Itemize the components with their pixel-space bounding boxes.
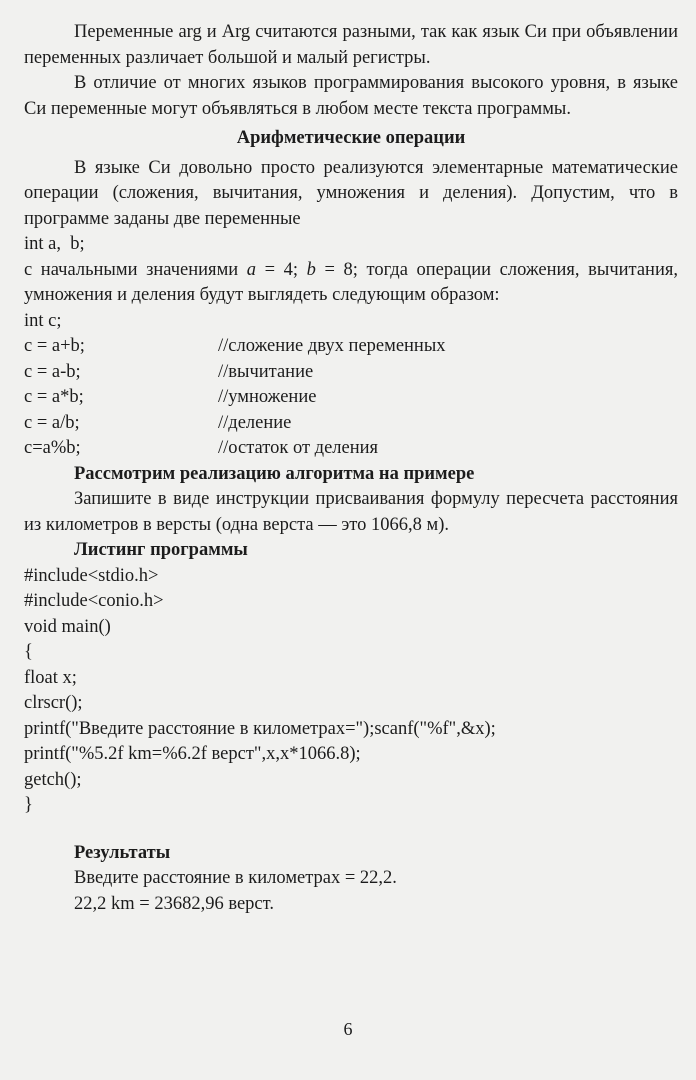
text-fragment: = 4; xyxy=(256,259,307,280)
operation-comment: //сложение двух переменных xyxy=(218,336,446,356)
code-declaration-c: int c; xyxy=(24,310,62,331)
code-line: { xyxy=(24,642,33,662)
operation-expression: c = a-b; xyxy=(24,361,81,382)
operation-comment: //остаток от деления xyxy=(218,438,379,458)
operation-row xyxy=(24,436,678,462)
paragraph-case-sensitivity: Переменные arg и Arg считаются разными, так как язык Си при объявлении переменных различает большой и малый регистры. xyxy=(24,22,678,68)
results-section xyxy=(24,841,678,918)
paragraph-example-task: Запишите в виде инструкции присваивания формулу пересчета расстояния из километров в версты (одна верста — это 1066,8 м). xyxy=(24,489,678,535)
code-line: #include<conio.h> xyxy=(24,591,164,611)
operation-comment: //вычитание xyxy=(218,361,314,382)
code-line: getch(); xyxy=(24,769,82,790)
operation-comment: //умножение xyxy=(218,387,317,407)
code-listing xyxy=(24,564,678,819)
page-content xyxy=(24,20,678,917)
results-line: Введите расстояние в километрах = 22,2. xyxy=(74,868,397,888)
code-line: printf("Введите расстояние в километрах=");scanf("%f",&x); xyxy=(24,718,496,739)
page-number: 6 xyxy=(343,1019,353,1039)
heading-arithmetic-operations: Арифметические операции xyxy=(236,128,466,148)
operations-list xyxy=(24,334,678,462)
paragraph-declaration-place: В отличие от многих языков программирования высокого уровня, в языке Си переменные могут объявляться в любом месте текста программы. xyxy=(24,73,678,119)
operation-row xyxy=(24,334,678,360)
operation-row xyxy=(24,411,678,437)
code-line: } xyxy=(24,795,33,815)
heading-example: Рассмотрим реализацию алгоритма на примере xyxy=(74,463,475,484)
code-line: #include<stdio.h> xyxy=(24,565,159,586)
variable-b: b xyxy=(306,259,316,280)
operation-row xyxy=(24,385,678,411)
code-line: void main() xyxy=(24,616,111,637)
heading-listing: Листинг программы xyxy=(74,540,248,560)
results-line: 22,2 km = 23682,96 верст. xyxy=(74,893,274,914)
paragraph-arithmetic-intro: В языке Си довольно просто реализуются элементарные математические операции (сложения, вычитания, умножения и деления). Допустим, что в программе заданы две переменные xyxy=(24,157,678,229)
operation-expression: c = a/b; xyxy=(24,412,80,433)
operation-expression: c = a+b; xyxy=(24,336,85,356)
code-line: clrscr(); xyxy=(24,693,83,713)
code-line: printf("%5.2f km=%6.2f верст",x,x*1066.8); xyxy=(24,744,361,764)
code-line: float x; xyxy=(24,667,77,688)
operation-expression: c = a*b; xyxy=(24,387,84,407)
variable-a: a xyxy=(246,259,257,280)
code-declaration-ab: int a, b; xyxy=(24,234,85,254)
text-fragment: с начальными значениями xyxy=(24,259,247,280)
operation-expression: c=a%b; xyxy=(24,438,81,458)
paragraph-initial-values xyxy=(24,258,678,309)
text-fragment: = 8; тогда операции сложения, вычитания, умножения и деления будут выглядеть следующим образом: xyxy=(24,259,678,305)
results-title: Результаты xyxy=(74,842,171,863)
operation-comment: //деление xyxy=(218,412,292,433)
operation-row xyxy=(24,360,678,386)
